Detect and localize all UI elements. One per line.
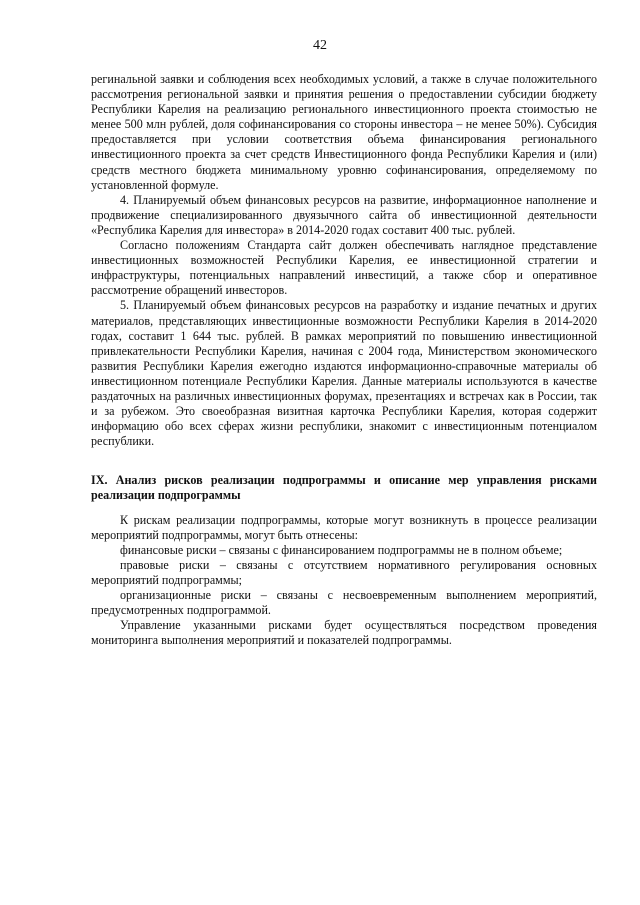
- paragraph-item-5: 5. Планируемый объем финансовых ресурсов на разработку и издание печатных и других материалов, представляющих инвестиционные возможности Республики Карелия в 2014-2020 годах, составит 1 644 тыс. рублей. В рамках мероприятий по повышению инвестиционной привлекательности Республики Карелия, начиная с 2004 года, Министерством экономического развития Республики Карелия ежегодно издаются информационно-справочные материалы об инвестиционном потенциале Республики Карелия. Данные материалы используются в качестве раздаточных на различных инвестиционных форумах, презентациях и встречах как в России, так и за рубежом. Это своеобразная визитная карточка Республики Карелия, которая содержит информацию обо всех сферах жизни республики, знакомит с инвестиционным потенциалом республики.: [91, 298, 597, 449]
- paragraph-risks-intro: К рискам реализации подпрограммы, которые могут возникнуть в процессе реализации мероприятий подпрограммы, могут быть отнесены:: [91, 512, 597, 542]
- document-body: [91, 72, 597, 648]
- page-number: 42: [313, 38, 327, 53]
- paragraph-continuation: регинальной заявки и соблюдения всех необходимых условий, а также в случае положительного рассмотрения региональной заявки и принятия решения о предоставлении субсидии бюджету Республики Карелия на реализацию регионального инвестиционного проекта стоимостью не менее 500 млн рублей, доля софинансирования со стороны инвестора – не менее 50%). Субсидия предоставляется при условии соответствия объема финансирования регионального инвестиционного проекта за счет средств Инвестиционного фонда Республики Карелия и (или) средств местного бюджета минимальному уровню софинансирования, определяемому по установленной формуле.: [91, 72, 597, 192]
- paragraph-organizational-risks: организационные риски – связаны с несвоевременным выполнением мероприятий, предусмотренных подпрограммой.: [91, 588, 597, 618]
- paragraph-legal-risks: правовые риски – связаны с отсутствием нормативного регулирования основных мероприятий подпрограммы;: [91, 557, 597, 587]
- paragraph-standard: Согласно положениям Стандарта сайт должен обеспечивать наглядное представление инвестиционных возможностей Республики Карелия, ее инвестиционной стратегии и инфраструктуры, потенциальных направлений инвестиций, а также сбор и оперативное рассмотрение обращений инвесторов.: [91, 238, 597, 298]
- paragraph-item-4: 4. Планируемый объем финансовых ресурсов на развитие, информационное наполнение и продвижение специализированного двуязычного сайта об инвестиционной деятельности «Республика Карелия для инвестора» в 2014-2020 годах составит 400 тыс. рублей.: [91, 192, 597, 237]
- paragraph-financial-risks: финансовые риски – связаны с финансированием подпрограммы не в полном объеме;: [120, 542, 563, 557]
- section-heading: [91, 473, 597, 503]
- section-heading-text: IX. Анализ рисков реализации подпрограммы и описание мер управления рисками реализации подпрограммы: [91, 473, 597, 503]
- paragraph-risk-management: Управление указанными рисками будет осуществляться посредством проведения мониторинга выполнения мероприятий и показателей подпрограммы.: [91, 618, 597, 648]
